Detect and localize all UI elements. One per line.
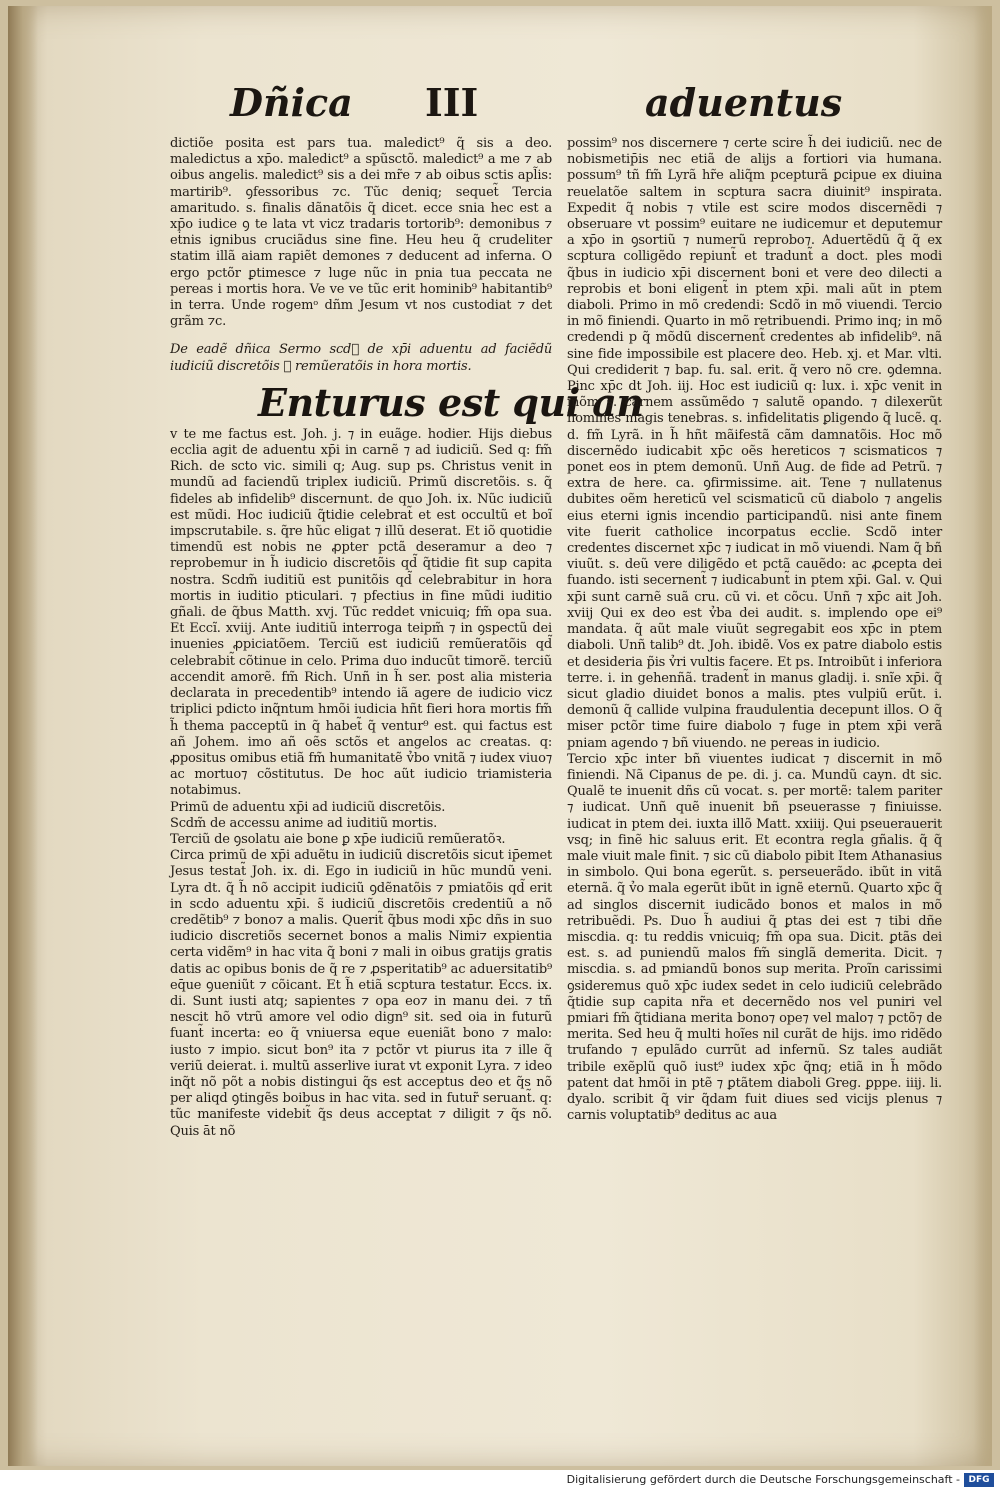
left-para-3: Circa primũ de xp̄i aduẽtu in iudiciũ discretõis sicut ip̄emet Jesus testat̃ Joh. ix. di. Ego in iudiciũ in hũc mundũ veni. Lyra dt. q̃ h̃ nõ accipit iudiciũ ꝯdẽnatõis ⁊ pmiatõis qd̃ erit in scdo aduentu xp̄i. s̃ iudiciũ discretõis credentiũ a nõ credẽtib⁹ ⁊ bono⁊ a malis. Querit̃ q̃bus modi xp̄c dñs in suo iudicio discretiõs secernet bonos a malis Nimi⁊ expientia certa vidẽm⁹ in hac vita q̃ boni ⁊ mali in oibus gratijs gratis datis ac opibus bonis de q̃ re ⁊ ꝓsperitatib⁹ ac aduersitatib⁹ eq̄ue ꝯueniũt ⁊ cõicant. Et h̃ etiã scptura testatur. Eccs. ix. di. Sunt iusti atq; sapientes ⁊ opa eo⁊ in manu dei. ⁊ tñ nescit hõ vtrũ amore vel odio dign⁹ sit. sed oia in futurũ fuant̃ incerta: eo q̃ vniuersa eque eueniãt bono ⁊ malo: iusto ⁊ impio. sicut bon⁹ ita ⁊ pctõr vt piurus ita ⁊ ille q̃ veriũ deierat. i. multũ asserlive iurat vt exponit Lyra. ⁊ ideo inq̃t nõ põt a nobis distingui q̃s est acceptus deo et q̃s nõ per aliqd ꝯtingẽs boibus in hac vita. sed in futur̃ seruant̃. q: tũc manifeste videbit̃ q̃s deus acceptat ⁊ diligit ⁊ q̃s nõ. Quis āt nõ bbox=[170, 848, 552, 1139]
left-para-2: v te me factus est. Joh. j. ⁊ in euãge. hodier. Hijs diebus ecclia agit de aduentu xp̄i in carnẽ ⁊ ad iudiciũ. Sed q: fm̃ Rich. de scto vic. simili q; Aug. sup ps. Christus venit in mundũ ad faciendũ triplex iudiciũ. Primũ discretõis. s. q̃ fideles ab infidelib⁹ discernunt. de quo Joh. ix. Nũc iudiciũ est mũdi. Hoc iudiciũ q̃tidie celebrat̃ et est occultũ et boĩ impscrutabile. s. q̃re hũc eligat ⁊ illũ deserat. Et iõ quotidie timendũ est nobis ne ꝓpter pctã deseramur a deo ⁊ reprobemur in h̃ iudicio discretõis qd̃ q̃tidie fit sup capita nostra. Scdm̃ iuditiũ est punitõis qd̃ celebrabitur in hora mortis in iuditio pticulari. ⁊ pfectius in fine mũdi iuditio gñali. de q̃bus Matth. xvj. Tũc reddet vnicuiq; fm̃ opa sua. Et Eccĩ. xviij. Ante iuditiũ interroga teipm̃ ⁊ in ꝯspectũ dei inuenies ꝓpiciatõem. Terciũ est iudiciũ remũeratõis qd̃ celebrabit̃ cõtinue in celo. Prima duo inducũt timorẽ. terciũ accendit amorẽ. fm̃ Rich. Unñ in h̃ ser. post alia misteria declarata in precedentib⁹ intendo iã agere de iudicio vicz triplici pdicto inq̃ntum hmõi iudicia hñt fieri hora mortis fm̃ h̃ thema pacceptũ in q̃ habet̃ q̃ ventur⁹ est. qui factus est añ Johem. imo añ oẽs sctõs et angelos ac creatas. q: ꝓpositus omibus etiã fm̃ humanitatẽ v̉bo vnitã ⁊ iudex viuo⁊ ac mortuo⁊ cõstitutus. De hoc aũt iudicio triamisteria notabimus. bbox=[170, 426, 552, 799]
running-header bbox=[230, 80, 843, 130]
sermon-rubric: De eadẽ dñica Sermo scdᷤ de xp̄i aduentu ad faciẽdũ iudiciũ discretõis ⁊ remũeratõis in hora mortis. bbox=[170, 342, 552, 374]
funding-credit: Digitalisierung gefördert durch die Deutsche Forschungsgemeinschaft - bbox=[566, 1473, 960, 1486]
header-left: Dñica bbox=[230, 80, 353, 125]
list-item-1: Primũ de aduentu xp̄i ad iudiciũ discretõis. bbox=[170, 799, 446, 815]
right-para-1: possim⁹ nos discernere ⁊ certe scire h̃ dei iudiciũ. nec de nobismetip̄is nec etiã de alijs a fortiori via humana. possum⁹ tñ fm̃ Lyrã hr̃e aliq̃m pcepturã ꝑcipue ex diuina reuelatõe saltem in scptura sacra diuinit⁹ inspirata. Expedit q̃ nobis ⁊ vtile est scire modos discernẽdi ⁊ obseruare vt possim⁹ euitare ne iudicemur et deputemur a xp̄o in ꝯsortiũ ⁊ numerũ reprobo⁊. Aduertẽdũ q̃ q̃ ex scptura colligẽdo repiunt̃ et tradunt̃ a doct. ples modi q̃bus in iudicio xp̄i discernent boni et vere deo dilecti a reprobis et boni eligent̃ in ptem xp̄i. mali aũt in ptem diaboli. Primo in mõ credendi: Scdõ in mõ viuendi. Tercio in mõ finiendi. Quarto in mõ retribuendi. Primo inq; in mõ credendi p q̃ mõdũ discernent̃ credentes ab infidelib⁹. nã sine fide impossibile est placere deo. Heb. xj. et Mar. vlti. Qui crediderit ⁊ bap. fu. sal. erit. q̃ vero nõ cre. ꝯdemna. Pinc xp̄c dt Joh. iij. Hoc est iudiciũ q: lux. i. xp̄c venit in mõm s. carnem assũmẽdo ⁊ salutẽ opando. ⁊ dilexerũt homines magis tenebras. s. infidelitatis ꝑligendo q̃ lucẽ. q. d. fm̃ Lyrã. in h̃ hñt mãifestã cãm damnatõis. Hoc mõ discernẽdo iudicabit xp̄c oẽs hereticos ⁊ scismaticos ⁊ ponet eos in ptem demonũ. Unñ Aug. de fide ad Petrũ. ⁊ extra de here. ca. ꝯfirmissime. ait. Tene ⁊ nullatenus dubites oẽm hereticũ vel scismaticũ cũ diabolo ⁊ angelis eius eterni ignis incendio participandũ. nisi ante finem vite fuerit catholice incorpatus ecclie. Scdõ inter credentes discernet xp̄c ⁊ iudicat in mõ viuendi. Nam q̃ bñ viuũt. s. deũ vere diligẽdo et pctã cauẽdo: ac ꝓcepta dei fuando. isti secernent̃ ⁊ iudicabunt̃ in ptem xp̄i. Gal. v. Qui xp̄i sunt carnẽ suã cru. cũ vi. et cõcu. Unñ ⁊ xp̄c ait Joh. xviij Qui ex deo est v̉ba dei audit. s. implendo ope ei⁹ mandata. q̃ aũt male viuũt segregabit eos xp̄c in ptem diaboli. Unñ talib⁹ dt. Joh. ibidẽ. Vos ex patre diabolo estis et desideria p̃is v̉ri vultis facere. Et ps. Introibũt i inferiora terre. i. in gehenñã. tradent̃ in manus gladij. i. snĩe xp̄i. q̃ sicut gladio diuidet bonos a malis. ptes vulpiũ erũt. i. demonũ q̃ callide vulpina fraudulentia decepunt illos. O q̃ miser pctõr time fuire diabolo ⁊ fuge in ptem xp̄i verã pniam agendo ⁊ bñ viuendo. ne pereas in iudicio. bbox=[567, 136, 942, 751]
right-column bbox=[567, 136, 942, 1124]
page-gutter bbox=[8, 6, 38, 1466]
page-edge bbox=[974, 6, 992, 1466]
left-para-1: dictiõe posita est pars tua. maledict⁹ q̃ sis a deo. maledictus a xp̄o. maledict⁹ a spũsctõ. maledict⁹ a me ⁊ ab oibus angelis. maledict⁹ sis a dei mr̃e ⁊ ab oibus sctis apl̃is: martirib⁹. ꝯfessoribus ⁊c. Tũc deniq; sequet̃ Tercia amaritudo. s. finalis dãnatõis q̃ dicet. ecce snia hec est a xp̄o iudice ꝯ te lata vt vicz tradaris tortorib⁹: demonibus ⁊ eṫnis ignibus cruciãdus sine fine. Heu heu q̃ crudeliter statim illã aiam rapiẽt demones ⁊ deducent ad inferna. O ergo pctõr ꝑtimesce ⁊ luge nũc in pnia tua peccata ne pereas i mortis hora. Ve ve ve tũc erit hominib⁹ habitantib⁹ in terra. Unde rogemᵒ dñm Jesum vt nos custodiat ⁊ det grãm ⁊c. bbox=[170, 136, 552, 330]
header-right: aduentus bbox=[645, 80, 843, 125]
footer-bar bbox=[0, 1470, 1000, 1490]
list-item-2: Scdm̃ de accessu anime ad iuditiũ mortis. bbox=[170, 815, 438, 831]
dfg-logo: DFG bbox=[964, 1473, 994, 1487]
sermon-incipit-heading: Enturus est qui an bbox=[258, 379, 644, 425]
right-para-2: Tercio xp̄c inter bñ viuentes iudicat ⁊ discernit in mõ finiendi. Nã Cipanus de pe. di. j. ca. Mundũ cayn. dt sic. Qualẽ te inuenit dñs cũ vocat. s. per mortẽ: talem pariter ⁊ iudicat. Unñ quẽ inuenit bñ pseuerasse ⁊ finiuisse. iudicat in ptem dei. iuxta illõ Matt. xxiiij. Qui pseuerauerit vsq; in finẽ hic saluus erit. Et econtra regla gñalis. q̃ q̃ male viuit male finit. ⁊ sic cũ diabolo pibit Item Athanasius in simbolo. Qui bona egerũt. s. perseuerãdo. ibũt in vitã eternã. q̃ v̉o mala egerũt ibũt in ignẽ eternũ. Quarto xp̄c q̃ ad singlos discernit iudicãdo bonos et malos in mõ retribuẽdi. Ps. Duo h̃ audiui q̃ ꝑtas dei est ⁊ tibi dñe miscdia. q: tu reddis vnicuiq; fm̃ opa sua. Dicit. ꝑtãs dei est. s. ad puniendũ malos fm̃ singlã demerita. Dicit. ⁊ miscdia. s. ad pmiandũ bonos sup merita. Proĩn carissimi ꝯsideremus quõ xp̄c iudex sedet in celo iudiciũ celebrãdo q̃tidie sup capita nr̃a et decernẽdo nos vel puniri vel pmiari fm̃ q̃tidiana merita bono⁊ ope⁊ vel malo⁊ ⁊ pctõ⁊ de merita. Sed heu q̃ multi hoĩes nil curãt de hijs. imo ridẽdo trufando ⁊ epulãdo currũt ad infernũ. Sz tales audiãt tribile exẽplũ quõ iust⁹ iudex xp̄c q̃nq; etiã in h̃ mõdo patent dat hmõi in ptẽ ⁊ ꝑtãtem diaboli Greg. ꝑppe. iiij. li. dyalo. scribit q̃ vir q̃dam fuit diues sed vicijs plenus ⁊ carnis voluptatib⁹ deditus ac aua bbox=[567, 751, 942, 1124]
list-item-3: Terciũ de ꝯsolatu aie bone ꝑ xp̄e iudiciũ remũeratõꝛ. bbox=[170, 831, 506, 847]
left-column bbox=[170, 136, 644, 1140]
header-folio: III bbox=[425, 80, 479, 125]
